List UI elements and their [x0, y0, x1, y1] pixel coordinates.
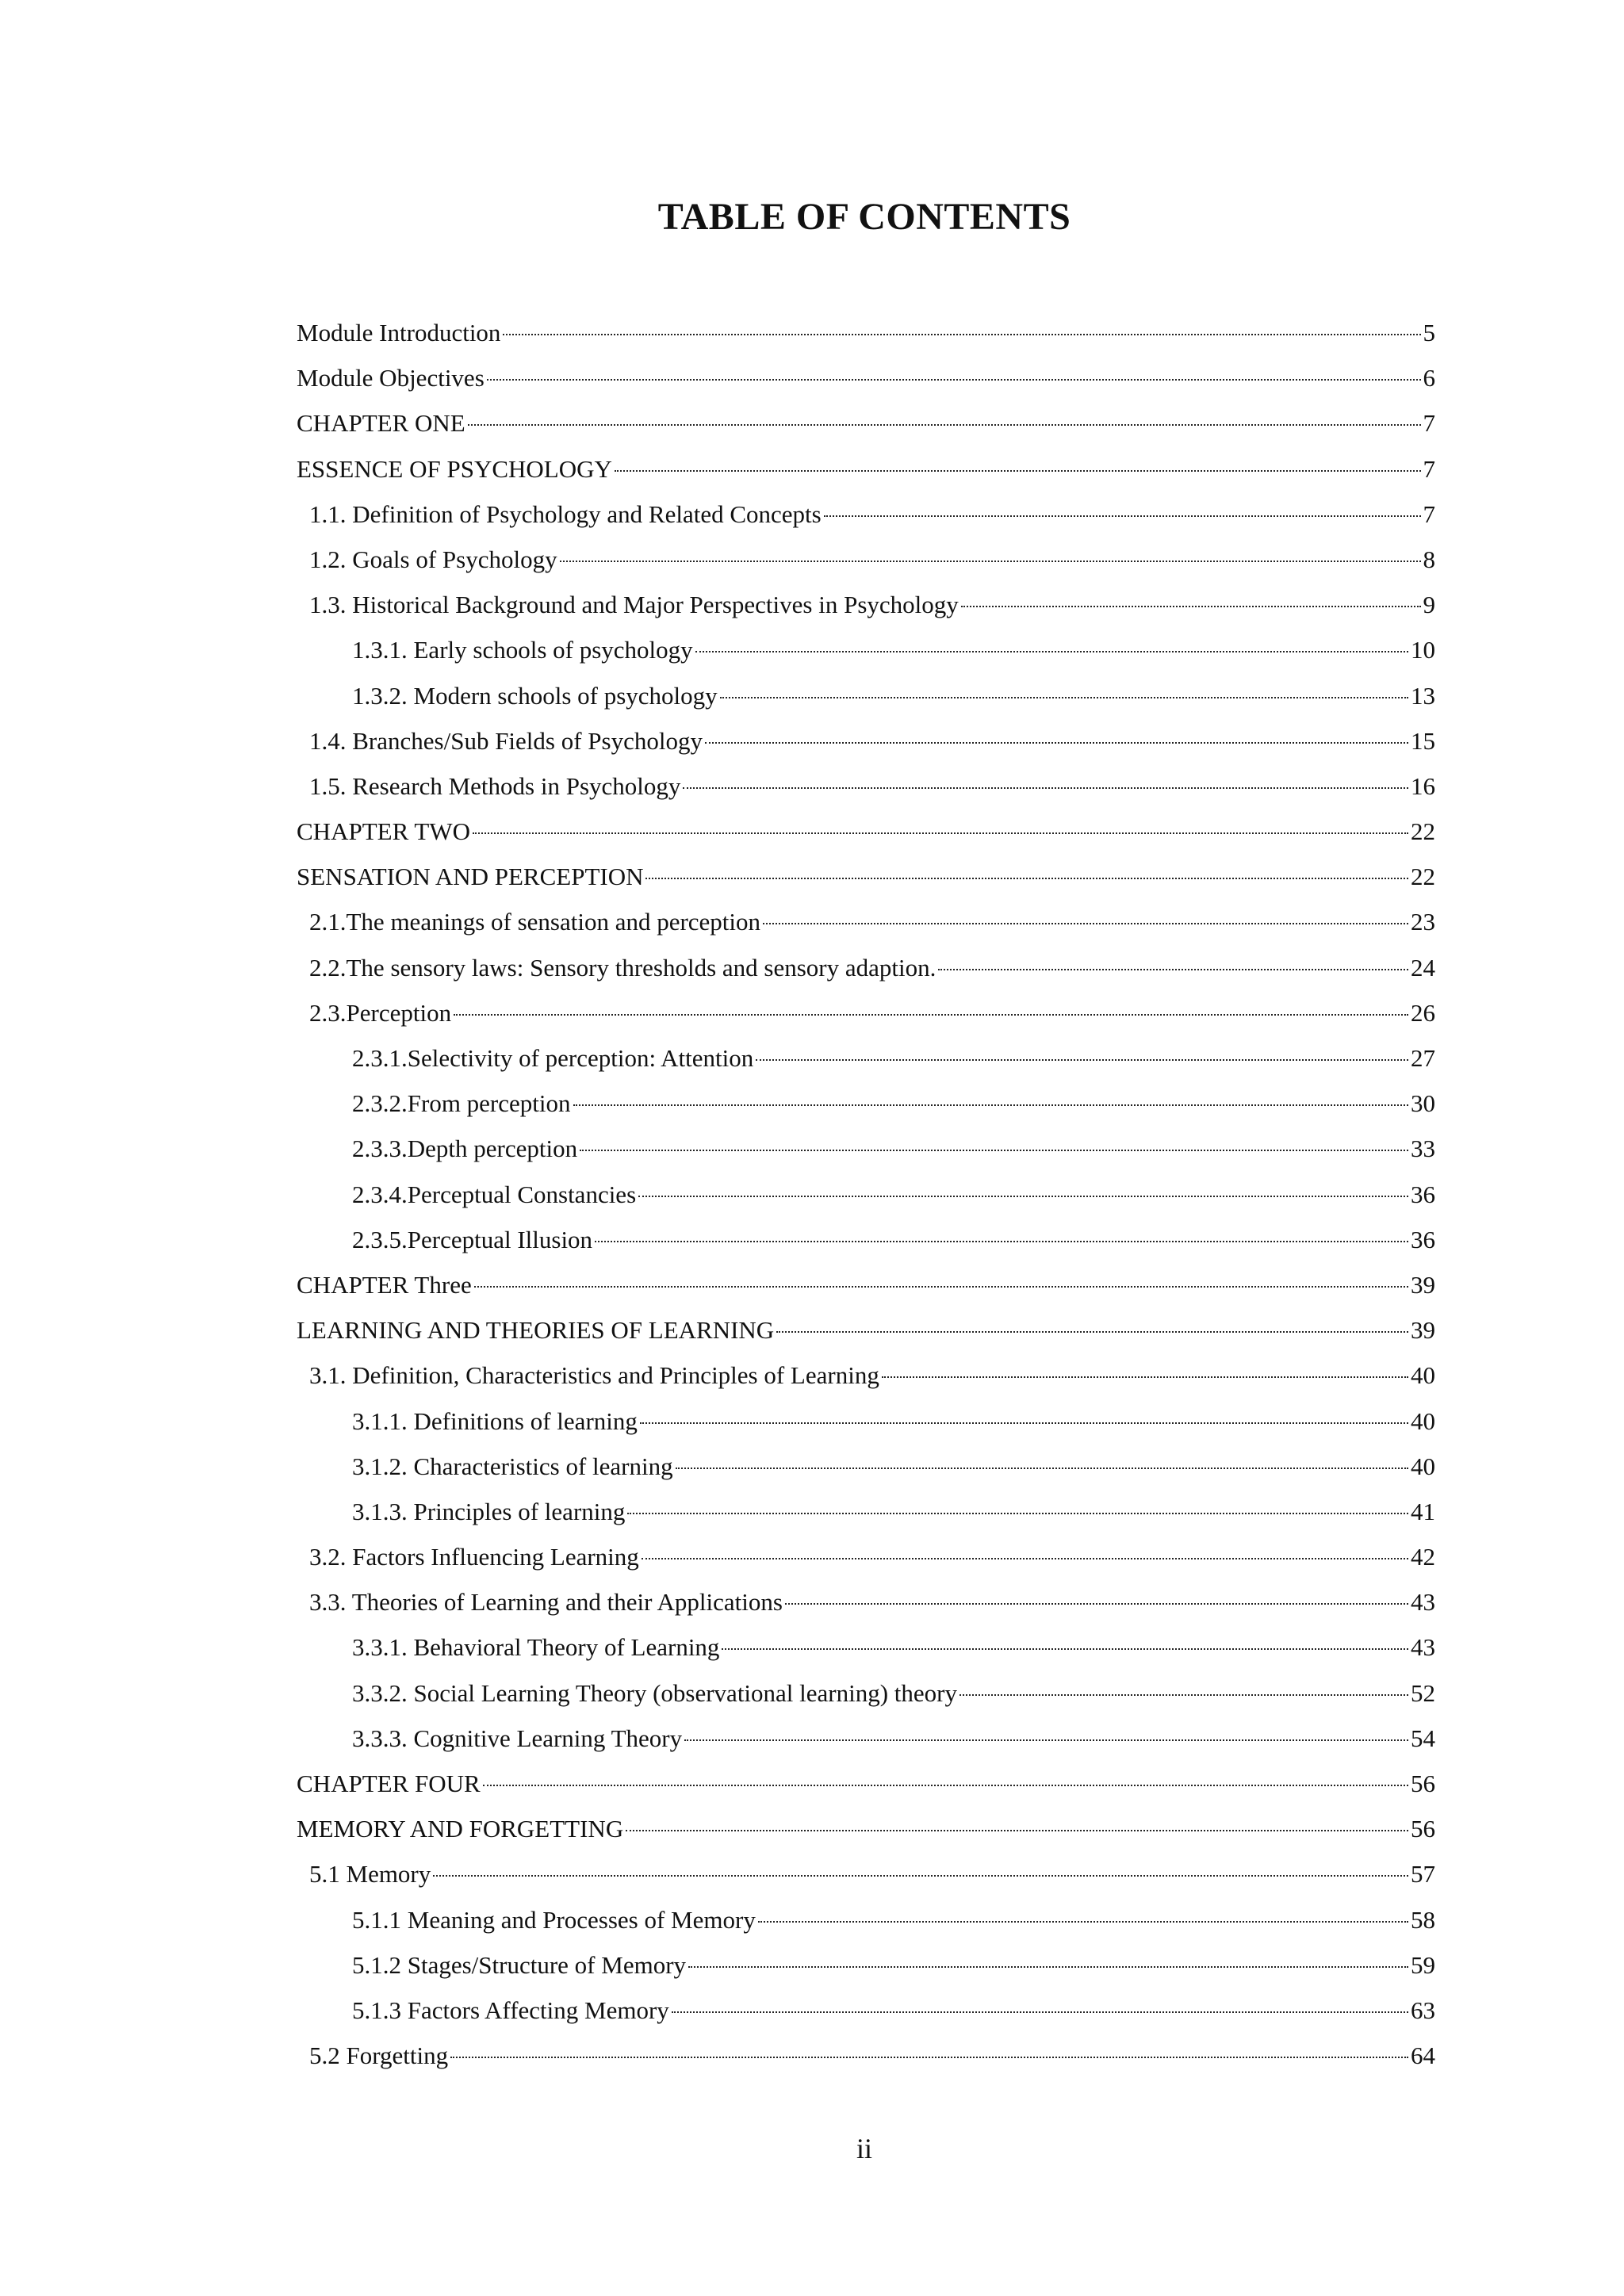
- toc-entry[interactable]: [297, 1903, 1435, 1948]
- dot-leader: [483, 1785, 1408, 1786]
- toc-entry-title: 1.1. Definition of Psychology and Related Concepts: [309, 499, 822, 528]
- toc-entry[interactable]: [297, 814, 1435, 859]
- toc-entry-title: 5.1 Memory: [309, 1860, 431, 1888]
- toc-entry-page-number: 63: [1411, 1996, 1435, 2024]
- dot-leader: [468, 424, 1421, 426]
- toc-entry[interactable]: [297, 497, 1435, 542]
- toc-entry-page-number: 16: [1411, 771, 1435, 800]
- toc-entry-page-number: 9: [1423, 591, 1435, 619]
- toc-entry-page-number: 7: [1423, 454, 1435, 483]
- dot-leader: [642, 1558, 1408, 1559]
- toc-entry-title: 1.5. Research Methods in Psychology: [309, 771, 681, 800]
- toc-entry-title: 3.3. Theories of Learning and their Applications: [309, 1588, 783, 1617]
- toc-entry[interactable]: [297, 1721, 1435, 1766]
- toc-entry-title: Module Objectives: [297, 364, 485, 392]
- toc-entry[interactable]: [297, 905, 1435, 950]
- dot-leader: [627, 1513, 1408, 1514]
- toc-entry-page-number: 39: [1411, 1270, 1435, 1299]
- toc-entry-title: 1.2. Goals of Psychology: [309, 545, 557, 573]
- toc-entry-title: 2.1.The meanings of sensation and perception: [309, 908, 761, 936]
- dot-leader: [938, 969, 1408, 970]
- toc-entry[interactable]: [297, 633, 1435, 678]
- toc-entry-page-number: 56: [1411, 1815, 1435, 1843]
- toc-entry-page-number: 40: [1411, 1452, 1435, 1480]
- toc-entry-page-number: 40: [1411, 1406, 1435, 1435]
- toc-entry[interactable]: [297, 1131, 1435, 1177]
- toc-entry-page-number: 26: [1411, 998, 1435, 1027]
- dot-leader: [433, 1875, 1408, 1877]
- toc-entry-title: 5.1.1 Meaning and Processes of Memory: [352, 1905, 756, 1934]
- toc-entry[interactable]: [297, 1494, 1435, 1540]
- toc-entry[interactable]: [297, 769, 1435, 814]
- toc-entry[interactable]: [297, 2038, 1435, 2084]
- toc-entry-page-number: 7: [1423, 409, 1435, 438]
- dot-leader: [824, 515, 1421, 517]
- dot-leader: [560, 561, 1421, 562]
- toc-entry-title: 2.3.3.Depth perception: [352, 1135, 578, 1163]
- toc-entry[interactable]: [297, 724, 1435, 769]
- toc-entry-page-number: 6: [1423, 364, 1435, 392]
- toc-entry-title: 2.3.4.Perceptual Constancies: [352, 1180, 637, 1208]
- toc-entry-title: 2.3.1.Selectivity of perception: Attention: [352, 1044, 754, 1072]
- toc-entry[interactable]: [297, 316, 1435, 361]
- toc-entry-page-number: 5: [1423, 319, 1435, 346]
- dot-leader: [595, 1241, 1408, 1242]
- dot-leader: [638, 1196, 1408, 1197]
- toc-entry-title: 3.3.2. Social Learning Theory (observational learning) theory: [352, 1678, 957, 1707]
- toc-entry-title: 3.1.1. Definitions of learning: [352, 1406, 638, 1435]
- page-title: TABLE OF CONTENTS: [657, 196, 1071, 238]
- dot-leader: [473, 832, 1408, 834]
- dot-leader: [474, 1286, 1408, 1288]
- toc-entry-page-number: 41: [1411, 1497, 1435, 1525]
- toc-entry[interactable]: [297, 1766, 1435, 1812]
- toc-entry-title: Module Introduction: [297, 319, 501, 346]
- toc-entry[interactable]: [297, 1086, 1435, 1131]
- toc-entry-title: 1.3. Historical Background and Major Perspectives in Psychology: [309, 591, 959, 619]
- dot-leader: [776, 1331, 1408, 1333]
- toc-entry-page-number: 36: [1411, 1225, 1435, 1253]
- dot-leader: [645, 878, 1408, 879]
- dot-leader: [503, 334, 1420, 335]
- toc-entry-title: 2.3.2.From perception: [352, 1089, 571, 1118]
- dot-leader: [684, 1739, 1408, 1741]
- toc-entry[interactable]: [297, 996, 1435, 1041]
- dot-leader: [720, 697, 1408, 698]
- dot-leader: [640, 1422, 1408, 1424]
- toc-entry-page-number: 52: [1411, 1678, 1435, 1707]
- toc-entry[interactable]: [297, 1857, 1435, 1902]
- toc-entry[interactable]: [297, 587, 1435, 633]
- toc-entry-title: 3.2. Factors Influencing Learning: [309, 1543, 639, 1571]
- toc-entry-title: 3.1.2. Characteristics of learning: [352, 1452, 673, 1480]
- dot-leader: [450, 2057, 1408, 2058]
- toc-entry[interactable]: [297, 1041, 1435, 1086]
- dot-leader: [959, 1694, 1408, 1696]
- toc-entry-title: 3.1.3. Principles of learning: [352, 1497, 626, 1525]
- dot-leader: [722, 1648, 1408, 1650]
- toc-entry[interactable]: [297, 452, 1435, 497]
- dot-leader: [882, 1376, 1408, 1378]
- toc-entry[interactable]: [297, 361, 1435, 406]
- toc-entry[interactable]: [297, 679, 1435, 724]
- dot-leader: [626, 1830, 1408, 1831]
- toc-entry-title: 3.3.1. Behavioral Theory of Learning: [352, 1633, 720, 1662]
- toc-entry-page-number: 43: [1411, 1588, 1435, 1617]
- toc-entry-page-number: 42: [1411, 1543, 1435, 1571]
- toc-entry[interactable]: [297, 1177, 1435, 1223]
- toc-entry-title: 1.3.1. Early schools of psychology: [352, 636, 693, 664]
- toc-entry-page-number: 7: [1423, 499, 1435, 528]
- toc-entry[interactable]: [297, 1268, 1435, 1313]
- dot-leader: [688, 1966, 1408, 1968]
- toc-entry[interactable]: [297, 406, 1435, 451]
- toc-entry-title: 2.3.5.Perceptual Illusion: [352, 1225, 593, 1253]
- dot-leader: [961, 606, 1421, 607]
- dot-leader: [705, 742, 1408, 744]
- toc-entry-page-number: 33: [1411, 1135, 1435, 1163]
- toc-entry-title: SENSATION AND PERCEPTION: [297, 863, 644, 891]
- toc-entry[interactable]: [297, 859, 1435, 905]
- toc-entry-title: CHAPTER FOUR: [297, 1770, 481, 1797]
- dot-leader: [615, 470, 1421, 472]
- dot-leader: [672, 2011, 1408, 2013]
- toc-entry-title: CHAPTER ONE: [297, 409, 465, 438]
- toc-entry-page-number: 22: [1411, 863, 1435, 891]
- toc-entry-page-number: 57: [1411, 1860, 1435, 1888]
- toc-entry-page-number: 8: [1423, 545, 1435, 573]
- toc-entry-title: 5.1.2 Stages/Structure of Memory: [352, 1950, 687, 1979]
- dot-leader: [758, 1921, 1408, 1923]
- toc-entry[interactable]: [297, 1812, 1435, 1857]
- dot-leader: [573, 1104, 1408, 1106]
- toc-entry[interactable]: [297, 1948, 1435, 1993]
- toc-entry-title: 2.2.The sensory laws: Sensory thresholds and sensory adaption.: [309, 953, 936, 982]
- toc-entry-title: CHAPTER TWO: [297, 817, 471, 846]
- dot-leader: [580, 1150, 1408, 1151]
- dot-leader: [683, 787, 1408, 789]
- toc-entry[interactable]: [297, 1993, 1435, 2038]
- toc-entry[interactable]: [297, 1630, 1435, 1675]
- toc-entry[interactable]: [297, 1404, 1435, 1449]
- toc-entry-title: 3.3.3. Cognitive Learning Theory: [352, 1724, 683, 1752]
- toc-entry-page-number: 23: [1411, 908, 1435, 936]
- toc-entry-page-number: 54: [1411, 1724, 1435, 1752]
- toc-entry-title: MEMORY AND FORGETTING: [297, 1815, 624, 1843]
- toc-entry-page-number: 56: [1411, 1770, 1435, 1797]
- toc-entry-page-number: 59: [1411, 1950, 1435, 1979]
- toc-entry-page-number: 13: [1411, 681, 1435, 710]
- dot-leader: [763, 923, 1408, 924]
- toc-entry-title: 2.3.Perception: [309, 998, 452, 1027]
- dot-leader: [454, 1014, 1408, 1016]
- toc-entry[interactable]: [297, 1449, 1435, 1494]
- toc-entry[interactable]: [297, 951, 1435, 996]
- table-of-contents: [297, 316, 1435, 2084]
- dot-leader: [785, 1603, 1408, 1605]
- toc-entry-title: ESSENCE OF PSYCHOLOGY: [297, 454, 612, 483]
- toc-entry[interactable]: [297, 1358, 1435, 1403]
- toc-entry-page-number: 64: [1411, 2042, 1435, 2070]
- toc-entry-title: 5.2 Forgetting: [309, 2042, 449, 2070]
- dot-leader: [756, 1059, 1408, 1061]
- page-number: ii: [856, 2133, 872, 2164]
- toc-entry-page-number: 24: [1411, 953, 1435, 982]
- toc-entry[interactable]: [297, 542, 1435, 587]
- toc-entry[interactable]: [297, 1585, 1435, 1630]
- toc-entry-title: LEARNING AND THEORIES OF LEARNING: [297, 1316, 775, 1345]
- dot-leader: [487, 379, 1421, 381]
- toc-entry-title: 5.1.3 Factors Affecting Memory: [352, 1996, 669, 2024]
- toc-entry-title: 1.4. Branches/Sub Fields of Psychology: [309, 726, 703, 755]
- dot-leader: [695, 651, 1408, 652]
- toc-entry-title: 3.1. Definition, Characteristics and Principles of Learning: [309, 1361, 879, 1390]
- dot-leader: [676, 1468, 1408, 1469]
- toc-entry-page-number: 22: [1411, 817, 1435, 846]
- toc-entry[interactable]: [297, 1540, 1435, 1585]
- toc-entry-page-number: 39: [1411, 1316, 1435, 1345]
- toc-entry[interactable]: [297, 1313, 1435, 1358]
- toc-entry-title: CHAPTER Three: [297, 1270, 472, 1299]
- toc-entry-page-number: 43: [1411, 1633, 1435, 1662]
- toc-entry-title: 1.3.2. Modern schools of psychology: [352, 681, 718, 710]
- toc-entry-page-number: 58: [1411, 1905, 1435, 1934]
- toc-entry[interactable]: [297, 1223, 1435, 1268]
- toc-entry-page-number: 27: [1411, 1044, 1435, 1072]
- toc-entry-page-number: 40: [1411, 1361, 1435, 1390]
- toc-entry-page-number: 10: [1411, 636, 1435, 664]
- toc-entry-page-number: 15: [1411, 726, 1435, 755]
- toc-entry-page-number: 30: [1411, 1089, 1435, 1118]
- toc-entry[interactable]: [297, 1676, 1435, 1721]
- toc-entry-page-number: 36: [1411, 1180, 1435, 1208]
